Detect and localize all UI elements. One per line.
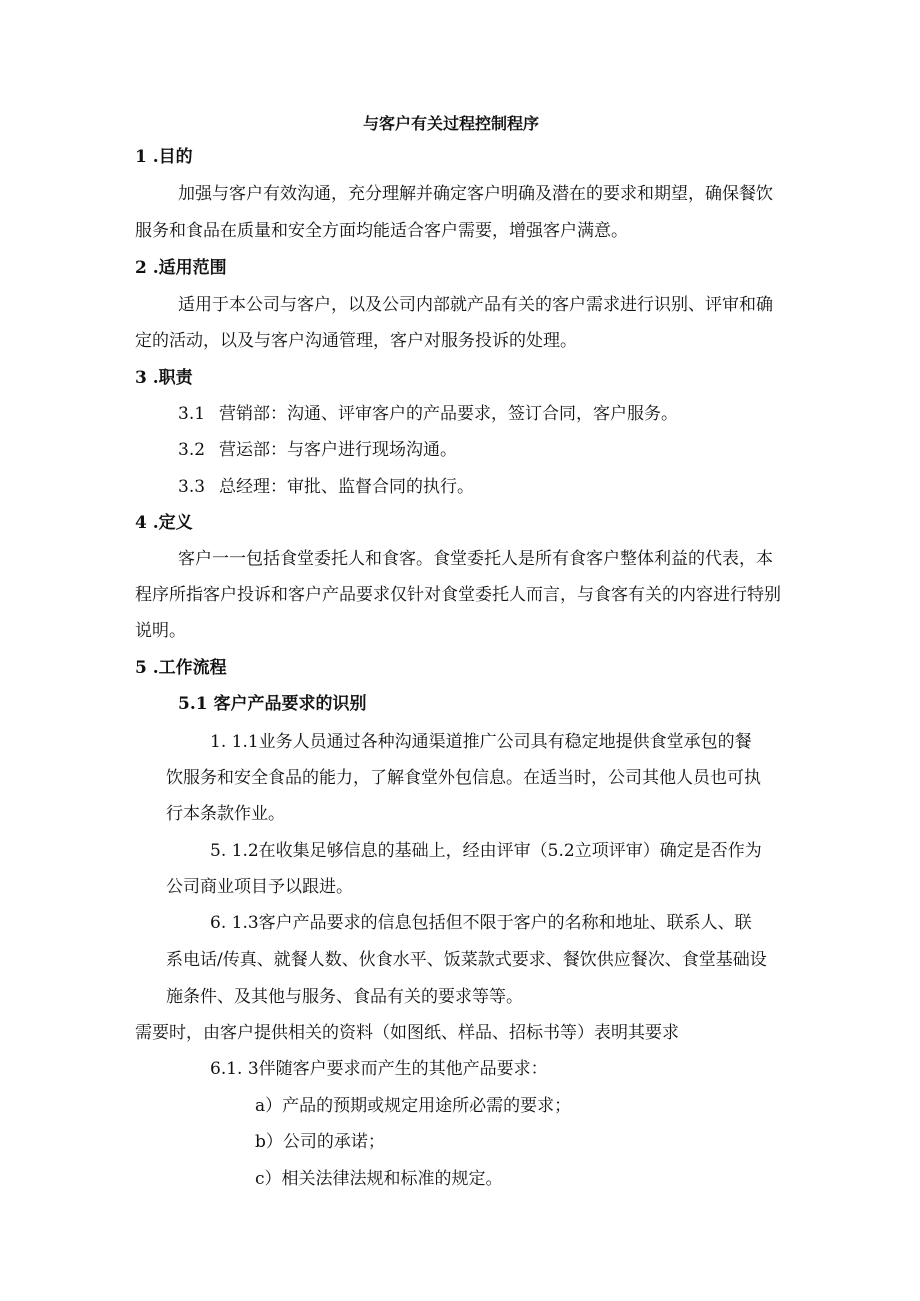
duty-number: 3.1 <box>178 404 206 424</box>
section-3-heading: 3 .职责 <box>135 368 193 388</box>
paragraph-line: 6. 1.3客户产品要求的信息包括但不限于客户的名称和地址、联系人、联 <box>210 913 752 933</box>
section-4-line: 客户一一包括食堂委托人和食客。食堂委托人是所有食客户整体利益的代表，本 <box>178 549 773 569</box>
section-2-heading: 2 .适用范围 <box>135 258 227 278</box>
duty-text: 总经理：审批、监督合同的执行。 <box>219 477 474 497</box>
paragraph-line: 公司商业项目予以跟进。 <box>166 877 353 897</box>
paragraph-line: 施条件、及其他与服务、食品有关的要求等等。 <box>166 987 523 1007</box>
list-item: a）产品的预期或规定用途所必需的要求； <box>255 1096 572 1116</box>
section-1-line: 服务和食品在质量和安全方面均能适合客户需要，增强客户满意。 <box>135 221 628 241</box>
list-item: c）相关法律法规和标准的规定。 <box>255 1169 503 1189</box>
duty-item <box>178 440 457 460</box>
duty-text: 营运部：与客户进行现场沟通。 <box>219 440 457 460</box>
paragraph-line: 饮服务和安全食品的能力，了解食堂外包信息。在适当时，公司其他人员也可执 <box>166 768 761 788</box>
section-4-line: 程序所指客户投诉和客户产品要求仅针对食堂委托人而言，与食客有关的内容进行特别 <box>135 585 781 605</box>
section-4-heading: 4 .定义 <box>135 513 193 533</box>
paragraph-line: 系电话/传真、就餐人数、伙食水平、饭菜款式要求、餐饮供应餐次、食堂基础设 <box>166 950 767 970</box>
section-2-line: 定的活动，以及与客户沟通管理，客户对服务投诉的处理。 <box>135 331 577 351</box>
duty-text: 营销部：沟通、评审客户的产品要求，签订合同，客户服务。 <box>219 404 678 424</box>
paragraph-line: 5. 1.2在收集足够信息的基础上，经由评审（5.2立项评审）确定是否作为 <box>210 841 762 861</box>
document-title: 与客户有关过程控制程序 <box>363 114 540 133</box>
section-1-line: 加强与客户有效沟通，充分理解并确定客户明确及潜在的要求和期望，确保餐饮 <box>178 184 773 204</box>
paragraph-line: 6.1. 3伴随客户要求而产生的其他产品要求： <box>210 1059 548 1079</box>
duty-item <box>178 404 678 424</box>
section-4-line: 说明。 <box>135 621 186 641</box>
section-2-line: 适用于本公司与客户，以及公司内部就产品有关的客户需求进行识别、评审和确 <box>178 295 773 315</box>
section-1-heading: 1 .目的 <box>135 147 193 167</box>
duty-number: 3.2 <box>178 440 206 460</box>
paragraph-line: 1. 1.1业务人员通过各种沟通渠道推广公司具有稳定地提供食堂承包的餐 <box>210 732 752 752</box>
duty-number: 3.3 <box>178 477 206 497</box>
duty-item <box>178 477 474 497</box>
subsection-5-1-heading: 5.1 客户产品要求的识别 <box>178 694 367 714</box>
paragraph-line: 行本条款作业。 <box>166 804 285 824</box>
paragraph-line: 需要时，由客户提供相关的资料（如图纸、样品、招标书等）表明其要求 <box>135 1023 679 1043</box>
section-5-heading: 5 .工作流程 <box>135 658 227 678</box>
list-item: b）公司的承诺； <box>255 1132 385 1152</box>
